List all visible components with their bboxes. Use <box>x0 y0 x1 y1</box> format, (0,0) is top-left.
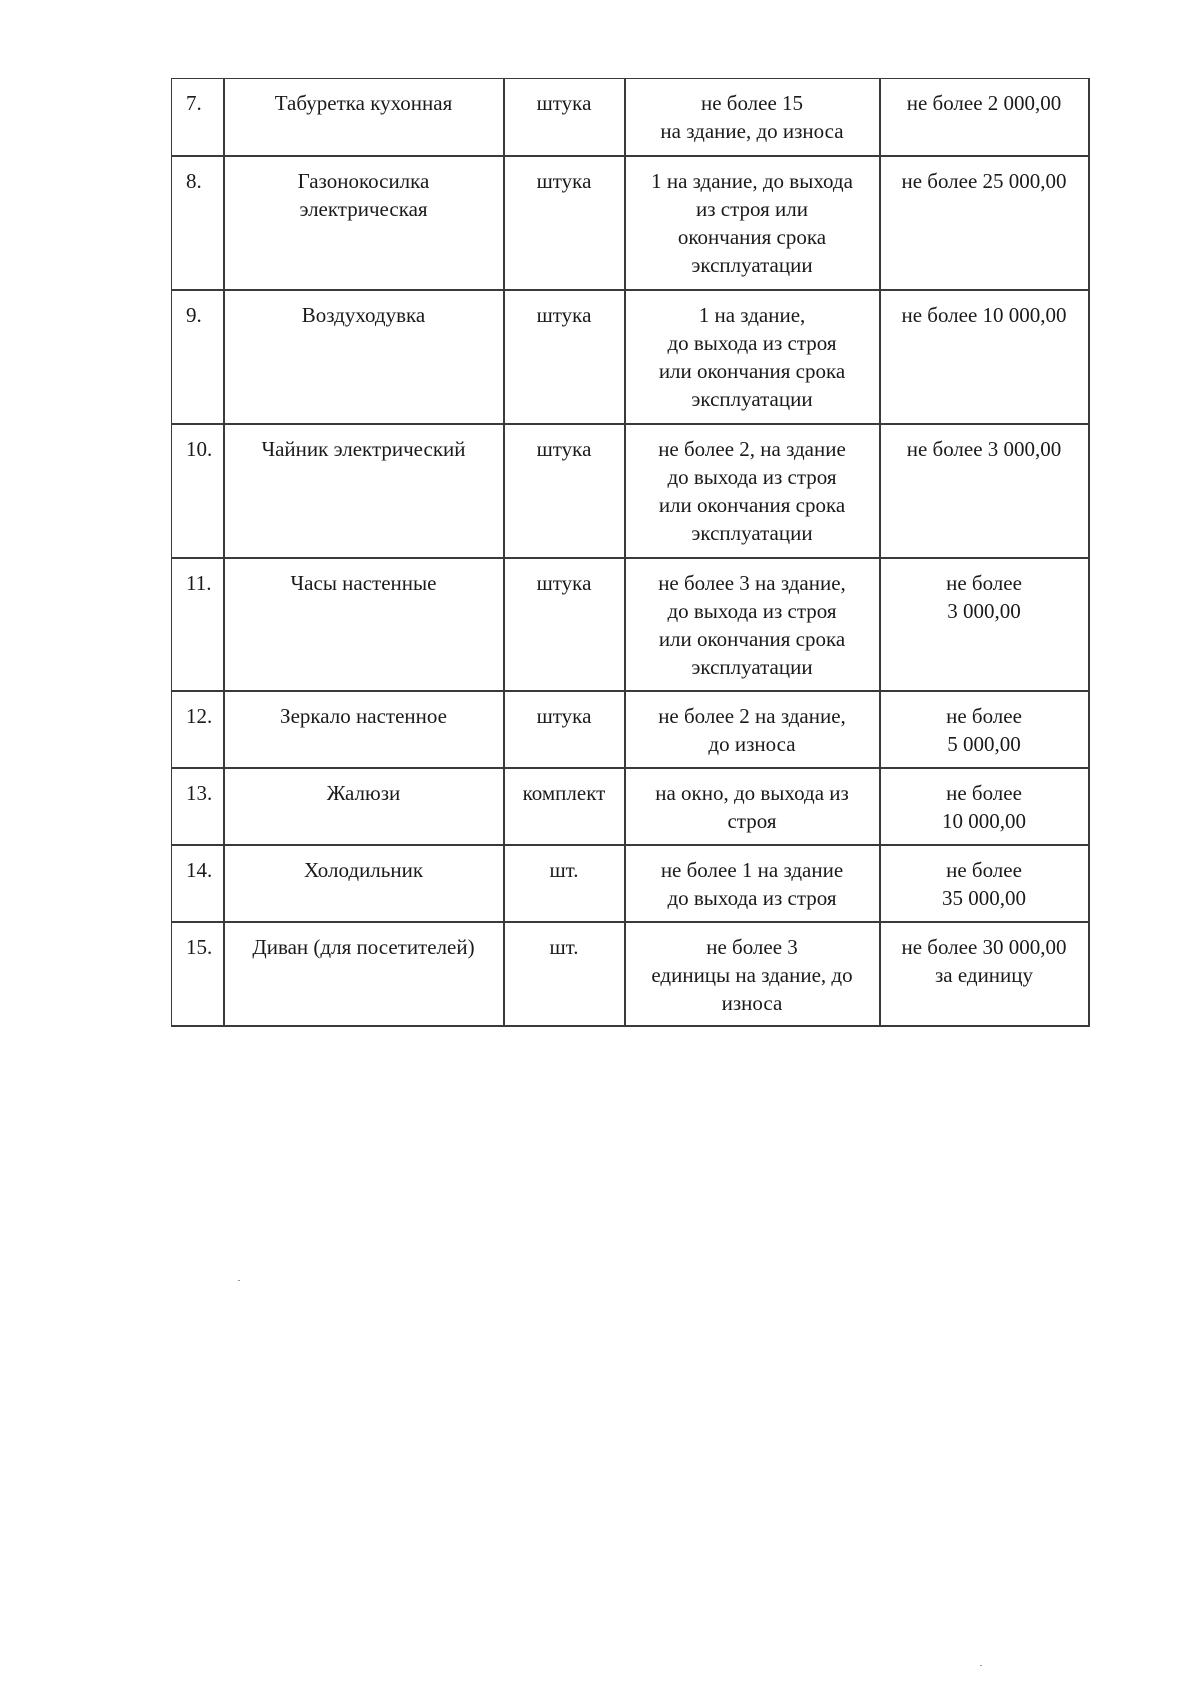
scan-speck <box>238 1280 240 1281</box>
item-price: не более 3 000,00 <box>880 424 1089 558</box>
table-row <box>172 558 1089 691</box>
table-row <box>172 768 1089 845</box>
row-number: 7. <box>172 79 224 156</box>
item-unit: штука <box>504 79 625 156</box>
item-quantity: 1 на здание, до выхода из строя или окончания срока эксплуатации <box>625 290 880 424</box>
item-name: Чайник электрический <box>224 424 504 558</box>
item-price: не более 3 000,00 <box>880 558 1089 691</box>
table-row <box>172 290 1089 424</box>
item-quantity: не более 1 на здание до выхода из строя <box>625 845 880 922</box>
item-unit: комплект <box>504 768 625 845</box>
row-number: 8. <box>172 156 224 290</box>
item-unit: шт. <box>504 922 625 1026</box>
item-quantity: не более 3 единицы на здание, до износа <box>625 922 880 1026</box>
item-unit: шт. <box>504 845 625 922</box>
scan-speck <box>980 1665 982 1666</box>
item-unit: штука <box>504 558 625 691</box>
item-name: Зеркало настенное <box>224 691 504 768</box>
row-number: 11. <box>172 558 224 691</box>
item-price: не более 2 000,00 <box>880 79 1089 156</box>
table-row <box>172 922 1089 1026</box>
item-name: Жалюзи <box>224 768 504 845</box>
item-price: не более 30 000,00 за единицу <box>880 922 1089 1026</box>
item-unit: штука <box>504 691 625 768</box>
table-row <box>172 845 1089 922</box>
row-number: 13. <box>172 768 224 845</box>
item-price: не более 10 000,00 <box>880 290 1089 424</box>
item-name: Воздуходувка <box>224 290 504 424</box>
item-price: не более 25 000,00 <box>880 156 1089 290</box>
item-price: не более 10 000,00 <box>880 768 1089 845</box>
item-unit: штука <box>504 290 625 424</box>
item-quantity: не более 3 на здание, до выхода из строя или окончания срока эксплуатации <box>625 558 880 691</box>
item-name: Часы настенные <box>224 558 504 691</box>
item-price: не более 35 000,00 <box>880 845 1089 922</box>
row-number: 10. <box>172 424 224 558</box>
row-number: 12. <box>172 691 224 768</box>
row-number: 15. <box>172 922 224 1026</box>
item-name: Табуретка кухонная <box>224 79 504 156</box>
item-name: Диван (для посетителей) <box>224 922 504 1026</box>
table-row <box>172 79 1089 156</box>
table-row <box>172 691 1089 768</box>
item-name: Холодильник <box>224 845 504 922</box>
items-table <box>171 78 1090 1027</box>
item-quantity: не более 2 на здание, до износа <box>625 691 880 768</box>
row-number: 9. <box>172 290 224 424</box>
item-quantity: на окно, до выхода из строя <box>625 768 880 845</box>
table-row <box>172 424 1089 558</box>
item-quantity: не более 2, на здание до выхода из строя или окончания срока эксплуатации <box>625 424 880 558</box>
item-unit: штука <box>504 424 625 558</box>
item-unit: штука <box>504 156 625 290</box>
row-number: 14. <box>172 845 224 922</box>
item-quantity: не более 15 на здание, до износа <box>625 79 880 156</box>
item-quantity: 1 на здание, до выхода из строя или окончания срока эксплуатации <box>625 156 880 290</box>
item-name: Газонокосилка электрическая <box>224 156 504 290</box>
table-row <box>172 156 1089 290</box>
item-price: не более 5 000,00 <box>880 691 1089 768</box>
